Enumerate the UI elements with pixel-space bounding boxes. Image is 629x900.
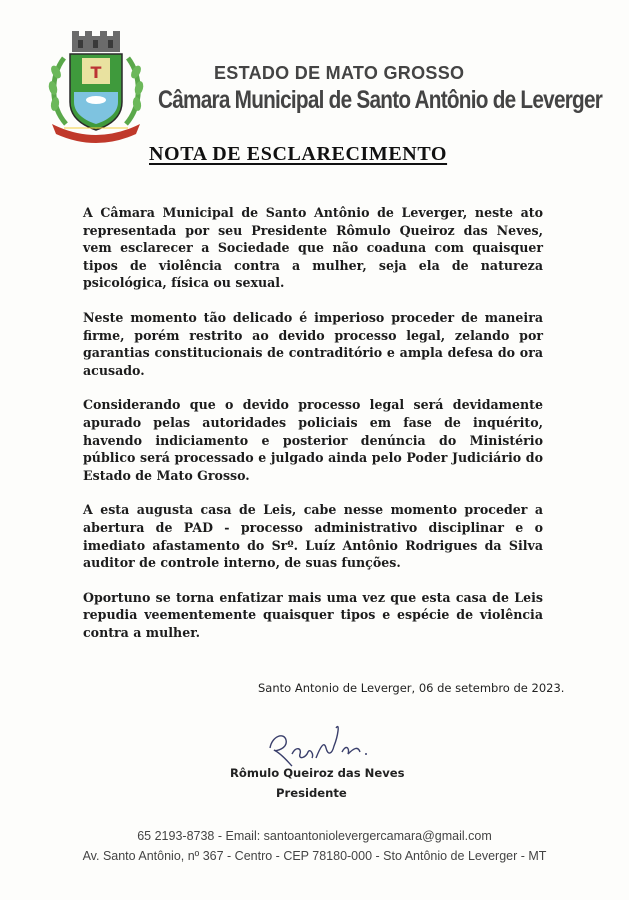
paragraph: A esta augusta casa de Leis, cabe nesse momento proceder a abertura de PAD - processo administrativo disciplinar e o imediato afastamento do Srº. Luíz Antônio Rodrigues da Silva auditor de controle interno, de suas funções. bbox=[83, 502, 543, 571]
document-body bbox=[83, 204, 543, 658]
signer-name: Rômulo Queiroz das Neves bbox=[230, 766, 405, 780]
footer-contact: 65 2193-8738 - Email: santoantoniolevergercamara@gmail.com bbox=[137, 829, 492, 843]
paragraph: A Câmara Municipal de Santo Antônio de Leverger, neste ato representada por seu Presidente Rômulo Queiroz das Neves, vem esclarecer a Sociedade que não coaduna com quaisquer tipos de violência contra a mulher, seja ela de natureza psicológica, física ou sexual. bbox=[83, 205, 543, 291]
svg-text:T: T bbox=[90, 63, 102, 82]
paragraph: Neste momento tão delicado é imperioso proceder de maneira firme, porém restrito ao devido processo legal, zelando por garantias constitucionais de contraditório e ampla defesa do ora acusado. bbox=[83, 309, 543, 378]
footer-address: Av. Santo Antônio, nº 367 - Centro - CEP 78180-000 - Sto Antônio de Leverger - MT bbox=[82, 849, 547, 863]
date-line: Santo Antonio de Leverger, 06 de setembro de 2023. bbox=[258, 681, 565, 695]
handwritten-signature bbox=[262, 718, 382, 770]
paragraph: Oportuno se torna enfatizar mais uma vez que esta casa de Leis repudia veementemente quaisquer tipos e espécie de violência contra a mulher. bbox=[83, 589, 543, 640]
document-title: NOTA DE ESCLARECIMENTO bbox=[149, 143, 448, 165]
chamber-name: Câmara Municipal de Santo Antônio de Leverger bbox=[158, 86, 603, 114]
state-name: ESTADO DE MATO GROSSO bbox=[214, 63, 465, 83]
municipal-coat-of-arms bbox=[44, 28, 148, 146]
paragraph: Considerando que o devido processo legal será devidamente apurado pelas autoridades policiais em fase de inquérito, havendo indiciamento e posterior denúncia do Ministério público será processado e julgado ainda pelo Poder Judiciário do Estado de Mato Grosso. bbox=[83, 397, 543, 483]
signer-role: Presidente bbox=[276, 786, 347, 800]
